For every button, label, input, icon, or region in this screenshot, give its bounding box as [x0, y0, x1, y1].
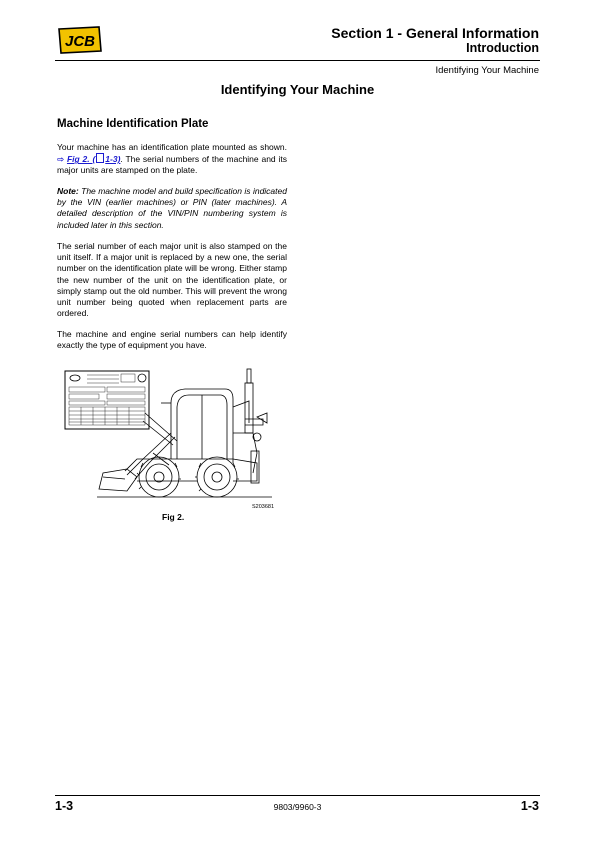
- para1-text-before: Your machine has an identification plate mounted as shown.: [57, 142, 287, 152]
- note-label: Note:: [57, 186, 79, 196]
- section-subtitle: Introduction: [466, 41, 539, 55]
- section-title: Section 1 - General Information: [331, 25, 539, 41]
- note-text: The machine model and build specification is indicated by the VIN (earlier machines) or PIN (later machines). A detailed description of the VIN/PIN numbering system is included later in this section.: [57, 186, 287, 230]
- header-rule: [55, 60, 540, 61]
- subheading: Machine Identification Plate: [57, 118, 209, 130]
- footer-rule: [55, 795, 540, 796]
- page-number-left: 1-3: [55, 799, 74, 813]
- note-paragraph: [57, 186, 287, 231]
- arrow-right-icon: ⇨: [57, 154, 65, 165]
- page-number-right: 1-3: [520, 799, 539, 813]
- page-title: Identifying Your Machine: [220, 82, 375, 97]
- logo-text: JCB: [64, 33, 96, 50]
- para1-text-after: . The serial numbers of the machine and its major units are stamped on the plate.: [57, 154, 287, 176]
- jcb-logo: [55, 25, 105, 55]
- page-icon: [96, 153, 104, 163]
- document-number: 9803/9960-3: [273, 802, 322, 812]
- paragraph-serial-numbers: The serial number of each major unit is also stamped on the unit itself. If a major unit is replaced by a new one, the serial number on the identification plate will be wrong. Either stamp the new number of the unit on the identification plate, or simply stamp out the old number. This will prevent the wrong unit number being quoted when replacement parts are ordered.: [57, 241, 287, 319]
- fig2-link[interactable]: Fig 2. ( 1-3): [66, 154, 121, 165]
- paragraph-equipment-type: The machine and engine serial numbers can help identify exactly the type of equipment you have.: [57, 329, 287, 351]
- machine-figure: [57, 363, 287, 513]
- figure-id: S203681: [252, 504, 275, 510]
- paragraph-identification-plate: [57, 142, 287, 177]
- section-topic: Identifying Your Machine: [435, 65, 539, 76]
- figure-caption: Fig 2.: [162, 512, 185, 522]
